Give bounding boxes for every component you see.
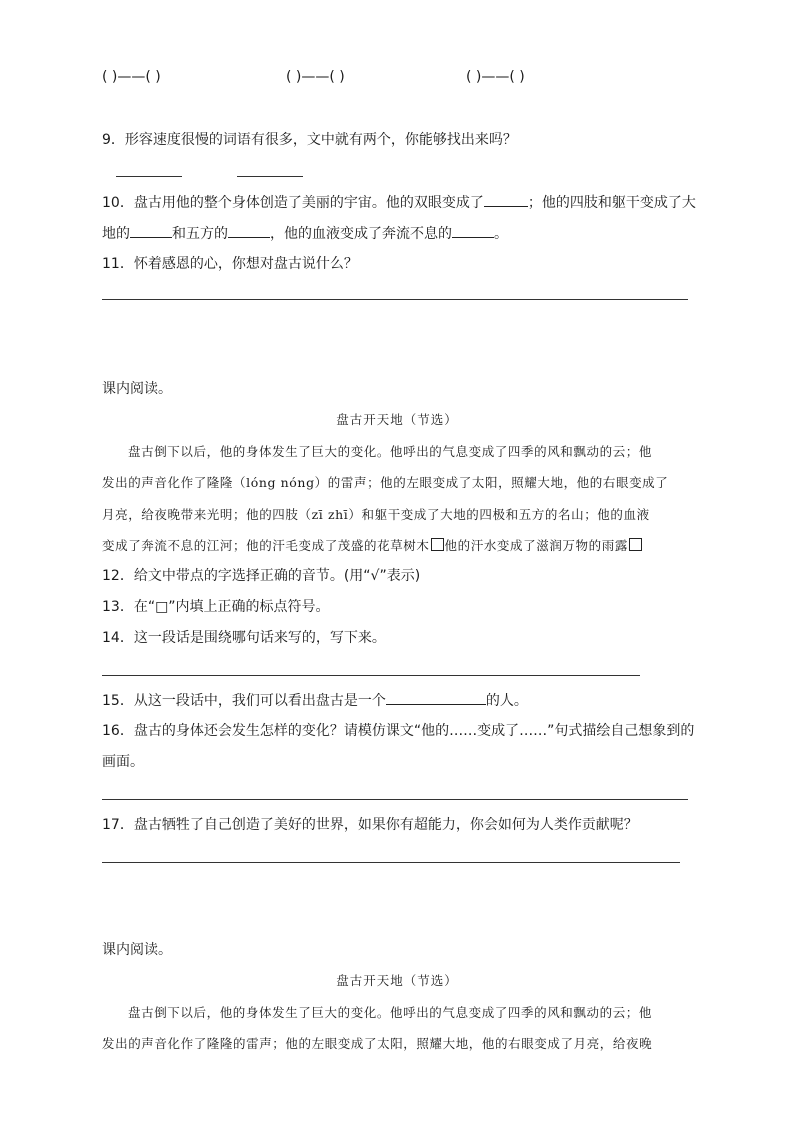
answer-blank-10a[interactable]	[484, 192, 528, 207]
section-1-intro: 课内阅读。	[102, 381, 172, 397]
q15-text-b: 的人。	[485, 693, 528, 709]
answer-blank-9a[interactable]	[116, 176, 182, 177]
section-2-intro: 课内阅读。	[102, 942, 172, 958]
q10-text-e: ，他的血液变成了奔流不息的	[270, 226, 452, 242]
question-12: 12．给文中带点的字选择正确的音节。(用“√”表示)	[102, 568, 421, 584]
question-15	[102, 690, 528, 711]
q10-text-f: 。	[494, 226, 508, 242]
punctuation-box-2[interactable]	[629, 538, 642, 551]
answer-line-16[interactable]	[102, 799, 688, 800]
answer-blank-15[interactable]	[386, 690, 486, 705]
section-1-para-line4-a: 变成了奔流不息的江河；他的汗毛变成了茂盛的花草树木	[102, 538, 430, 553]
section-1-para-line1: 盘古倒下以后，他的身体发生了巨大的变化。他呼出的气息变成了四季的风和飘动的云；他	[128, 444, 653, 459]
answer-blank-10b[interactable]	[130, 223, 172, 238]
question-9: 9．形容速度很慢的词语有很多，文中就有两个，你能够找出来吗？	[102, 132, 517, 148]
question-16-line2: 画面。	[102, 754, 144, 770]
question-16-line1: 16．盘古的身体还会发生怎样的变化？请模仿课文“他的……变成了……”句式描绘自己想象到的	[102, 723, 695, 739]
answer-blank-9b[interactable]	[237, 176, 303, 177]
punctuation-box-1[interactable]	[431, 538, 444, 551]
paren-pair-3[interactable]: ( )——( )	[466, 69, 525, 85]
answer-blank-10d[interactable]	[452, 223, 494, 238]
q10-text-d: 和五方的	[172, 226, 228, 242]
question-14: 14．这一段话是围绕哪句话来写的，写下来。	[102, 630, 386, 646]
question-11: 11．怀着感恩的心，你想对盘古说什么？	[102, 256, 358, 272]
section-2-title: 盘古开天地（节选）	[336, 973, 458, 988]
section-1-title: 盘古开天地（节选）	[336, 412, 458, 427]
paren-pair-2[interactable]: ( )——( )	[286, 69, 345, 85]
answer-line-11[interactable]	[102, 299, 688, 300]
answer-line-14[interactable]	[102, 675, 640, 676]
section-2-para-line1: 盘古倒下以后，他的身体发生了巨大的变化。他呼出的气息变成了四季的风和飘动的云；他	[128, 1005, 653, 1020]
section-2-para-line2: 发出的声音化作了隆隆的雷声；他的左眼变成了太阳，照耀大地，他的右眼变成了月亮，给夜晚	[102, 1036, 653, 1051]
paren-pair-1[interactable]: ( )——( )	[102, 69, 161, 85]
question-10-line1	[102, 192, 696, 213]
section-1-para-line2: 发出的声音化作了隆隆（lóng nóng）的雷声；他的左眼变成了太阳，照耀大地，他的右眼变成了	[102, 475, 669, 490]
section-1-para-line4-b: 他的汗水变成了滋润万物的雨露	[444, 538, 628, 553]
question-10-line2	[102, 223, 508, 244]
question-13: 13．在“□”内填上正确的标点符号。	[102, 599, 330, 615]
section-1-para-line4	[102, 536, 643, 556]
q10-text-c: 地的	[102, 226, 130, 242]
section-1-para-line3: 月亮，给夜晚带来光明；他的四肢（zī zhī）和躯干变成了大地的四极和五方的名山；他的血液	[102, 507, 650, 522]
q15-text-a: 15．从这一段话中，我们可以看出盘古是一个	[102, 693, 386, 709]
answer-blank-10c[interactable]	[228, 223, 270, 238]
answer-line-17[interactable]	[102, 862, 680, 863]
q10-text-a: 10．盘古用他的整个身体创造了美丽的宇宙。他的双眼变成了	[102, 195, 484, 211]
q10-text-b: ；他的四肢和躯干变成了大	[527, 195, 696, 211]
question-17: 17．盘古牺牲了自己创造了美好的世界，如果你有超能力，你会如何为人类作贡献呢？	[102, 817, 638, 833]
